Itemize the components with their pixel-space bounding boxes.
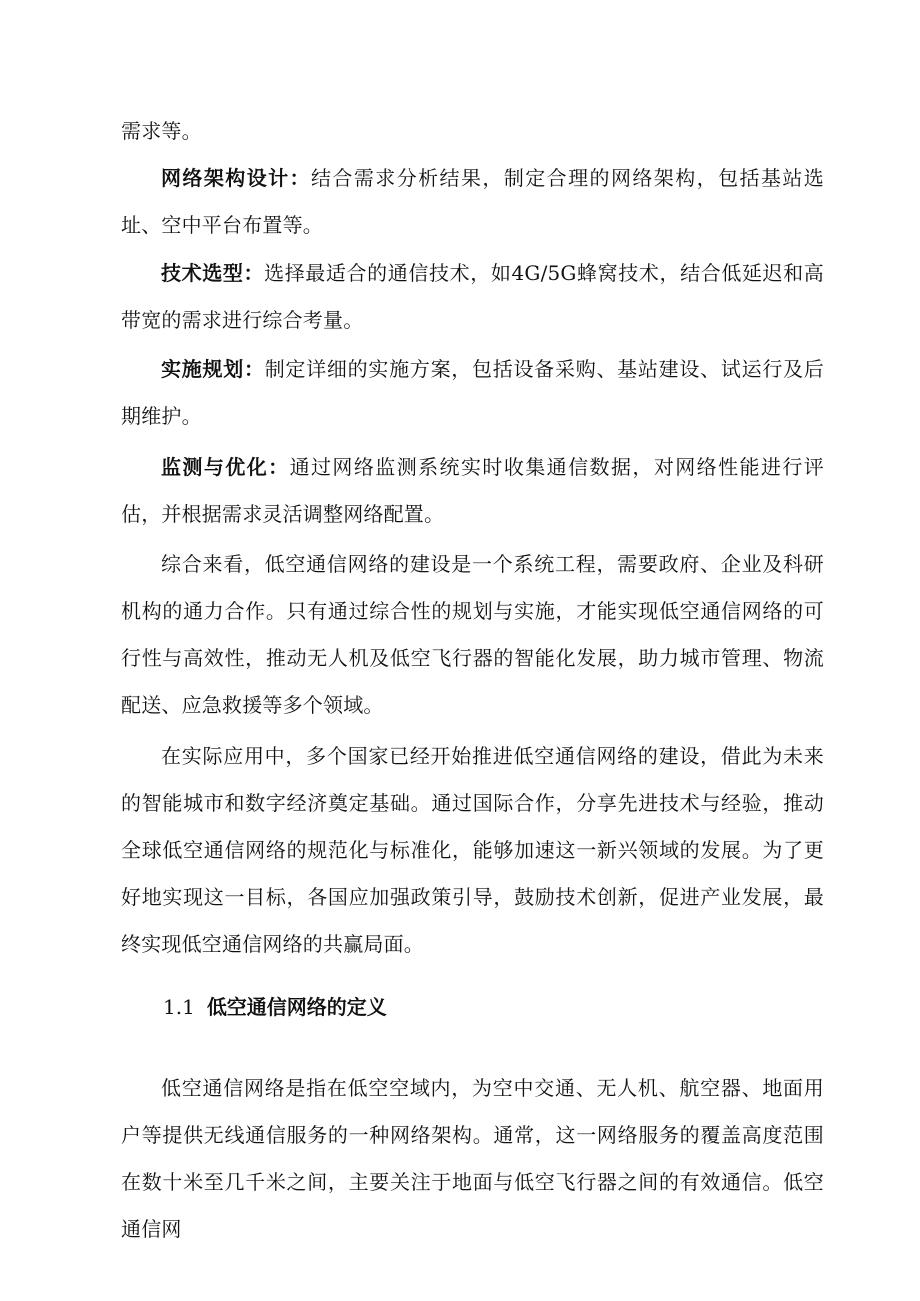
paragraph-practical-application: 在实际应用中，多个国家已经开始推进低空通信网络的建设，借此为未来的智能城市和数字经济奠定基础。通过国际合作，分享先进技术与经验，推动全球低空通信网络的规范化与标准化，能够加速这一新兴领域的发展。为了更好地实现这一目标，各国应加强政策引导，鼓励技术创新，促进产业发展，最终实现低空通信网络的共赢局面。 bbox=[121, 744, 824, 956]
paragraph-technology-selection bbox=[121, 250, 824, 344]
paragraph-text: 制定详细的实施方案，包括设备采购、基站建设、试运行及后期维护。 bbox=[121, 357, 825, 428]
paragraph-continuation: 需求等。 bbox=[121, 119, 202, 143]
section-title: 低空通信网络的定义 bbox=[206, 995, 387, 1019]
paragraph-label: 监测与优化： bbox=[161, 455, 290, 479]
section-heading bbox=[163, 990, 387, 1024]
paragraph-label: 技术选型： bbox=[161, 261, 265, 285]
paragraph-text: 结合需求分析结果，制定合理的网络架构，包括基站选址、空中平台布置等。 bbox=[121, 166, 824, 237]
paragraph-text: 通过网络监测系统实时收集通信数据，对网络性能进行评估，并根据需求灵活调整网络配置。 bbox=[121, 455, 824, 526]
section-number: 1.1 bbox=[163, 995, 195, 1019]
paragraph-monitoring-optimization bbox=[121, 444, 824, 538]
paragraph-definition: 低空通信网络是指在低空空域内，为空中交通、无人机、航空器、地面用户等提供无线通信服务的一种网络架构。通常，这一网络服务的覆盖高度范围在数十米至几千米之间，主要关注于地面与低空飞行器之间的有效通信。低空通信网 bbox=[121, 1076, 824, 1241]
paragraph-label: 网络架构设计： bbox=[161, 166, 311, 190]
paragraph-implementation-plan bbox=[121, 346, 824, 440]
paragraph-network-architecture bbox=[121, 155, 824, 249]
paragraph-summary: 综合来看，低空通信网络的建设是一个系统工程，需要政府、企业及科研机构的通力合作。只有通过综合性的规划与实施，才能实现低空通信网络的可行性与高效性，推动无人机及低空飞行器的智能化发展，助力城市管理、物流配送、应急救援等多个领域。 bbox=[121, 552, 824, 717]
paragraph-text: 选择最适合的通信技术，如4G/5G蜂窝技术，结合低延迟和高带宽的需求进行综合考量。 bbox=[121, 261, 824, 332]
paragraph-label: 实施规划： bbox=[161, 357, 265, 381]
